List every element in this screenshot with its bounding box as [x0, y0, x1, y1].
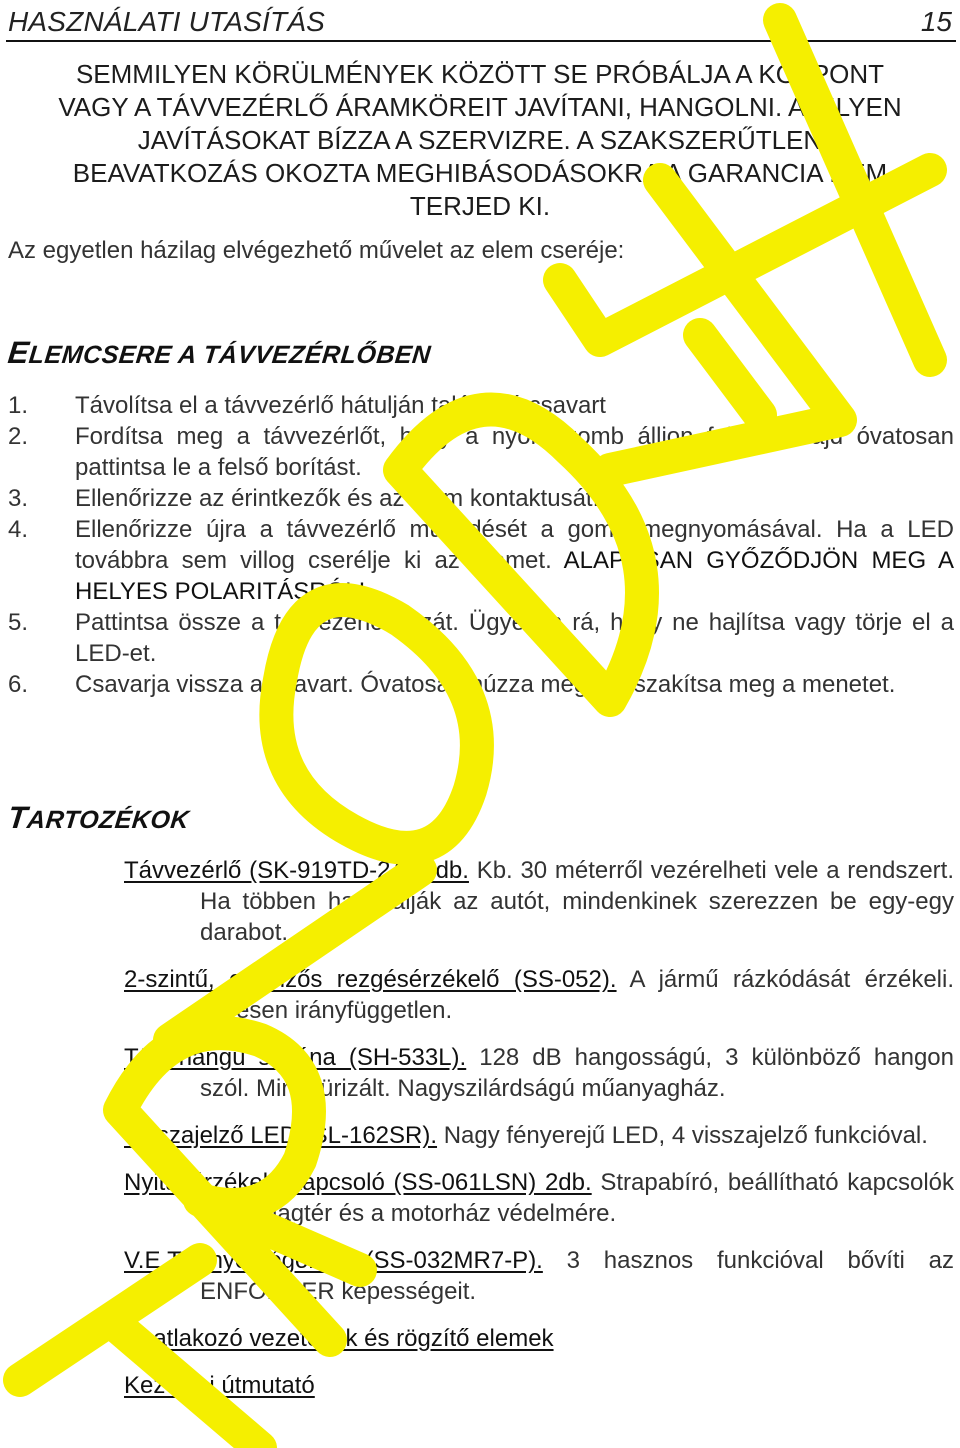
accessories-list: [124, 855, 954, 1417]
page-header: [6, 0, 956, 42]
section-title-battery-replacement: ELEMCSERE A TÁVVEZÉRLŐBEN: [6, 335, 433, 370]
list-item: 2. Fordítsa meg a távvezérlőt, hogy a nyomógomb álljon felfelé, majd óvatosan pattintsa le a felső borítást.: [8, 423, 954, 481]
accessory-item: V.E.T. nyomógomb (SS-032MR7-P). 3 hasznos funkcióval bővíti az ENFORCER képességeit.: [124, 1247, 954, 1305]
warning-notice: [20, 58, 940, 223]
header-title: HASZNÁLATI UTASÍTÁS: [8, 6, 326, 37]
warning-line: SEMMILYEN KÖRÜLMÉNYEK KÖZÖTT SE PRÓBÁLJA A KÖZPONT: [75, 59, 885, 89]
page-number: 15: [920, 6, 952, 37]
warning-line: TERJED KI.: [409, 191, 551, 221]
section-title-accessories: TARTOZÉKOK: [6, 800, 191, 835]
polarity-warning: ALAPOSAN GYŐZŐDJÖN MEG A HELYES POLARITÁSRÓL!: [75, 547, 954, 605]
accessory-item: Nyitásérzékelő kapcsoló (SS-061LSN) 2db. Strapabíró, beállítható kapcsolók a csomagtér és a motorház védelmére.: [124, 1169, 954, 1227]
accessory-item: Kezelési útmutató: [124, 1372, 315, 1399]
battery-steps-list: [8, 390, 954, 700]
accessory-item: Csatlakozó vezetékek és rögzítő elemek: [124, 1325, 554, 1352]
warning-line: BEAVATKOZÁS OKOZTA MEGHIBÁSODÁSOKRA A GARANCIA NEM: [72, 158, 888, 188]
intro-text: Az egyetlen házilag elvégezhető művelet az elem cseréje:: [8, 237, 625, 264]
accessory-item: Visszajelző LED (SL-162SR). Nagy fényerejű LED, 4 visszajelző funkcióval.: [124, 1122, 928, 1149]
warning-line: VAGY A TÁVVEZÉRLŐ ÁRAMKÖREIT JAVÍTANI, HANGOLNI. AZ ILYEN: [58, 92, 902, 122]
list-item: 4. Ellenőrizze újra a távvezérlő működését a gomb megnyomásával. Ha a LED továbbra sem villog cserélje ki az elemet. ALAPOSAN GYŐZŐDJÖN MEG A HELYES POLARITÁSRÓL!: [8, 516, 954, 605]
list-item: 6. Csavarja vissza a csavart. Óvatosan húzza meg, ne szakítsa meg a menetet.: [8, 671, 896, 698]
list-item: 1. Távolítsa el a távvezérlő hátulján található csavart: [8, 392, 606, 419]
list-item: 3. Ellenőrizze az érintkezők és az elem kontaktusát.: [8, 485, 600, 512]
accessory-item: 2-szintű, előjelzős rezgésérzékelő (SS-052). A jármű rázkódását érzékeli. Teljesen irányfüggetlen.: [124, 966, 955, 1024]
accessory-item: Többhangú sziréna (SH-533L). 128 dB hangosságú, 3 különböző hangon szól. Miniatürizált. Nagyszilárdságú műanyagház.: [124, 1044, 954, 1102]
warning-line: JAVÍTÁSOKAT BÍZZA A SZERVIZRE. A SZAKSZERŰTLEN: [137, 125, 823, 155]
accessory-item: Távvezérlő (SK-919TD-2A) 2db. Kb. 30 méterről vezérelheti vele a rendszert. Ha többen használják az autót, mindenkinek szerezzen be egy-egy darabot.: [124, 857, 955, 946]
list-item: 5. Pattintsa össze a távvezérlő házát. Ügyeljen rá, hogy ne hajlítsa vagy törje el a LED-et.: [8, 609, 954, 667]
